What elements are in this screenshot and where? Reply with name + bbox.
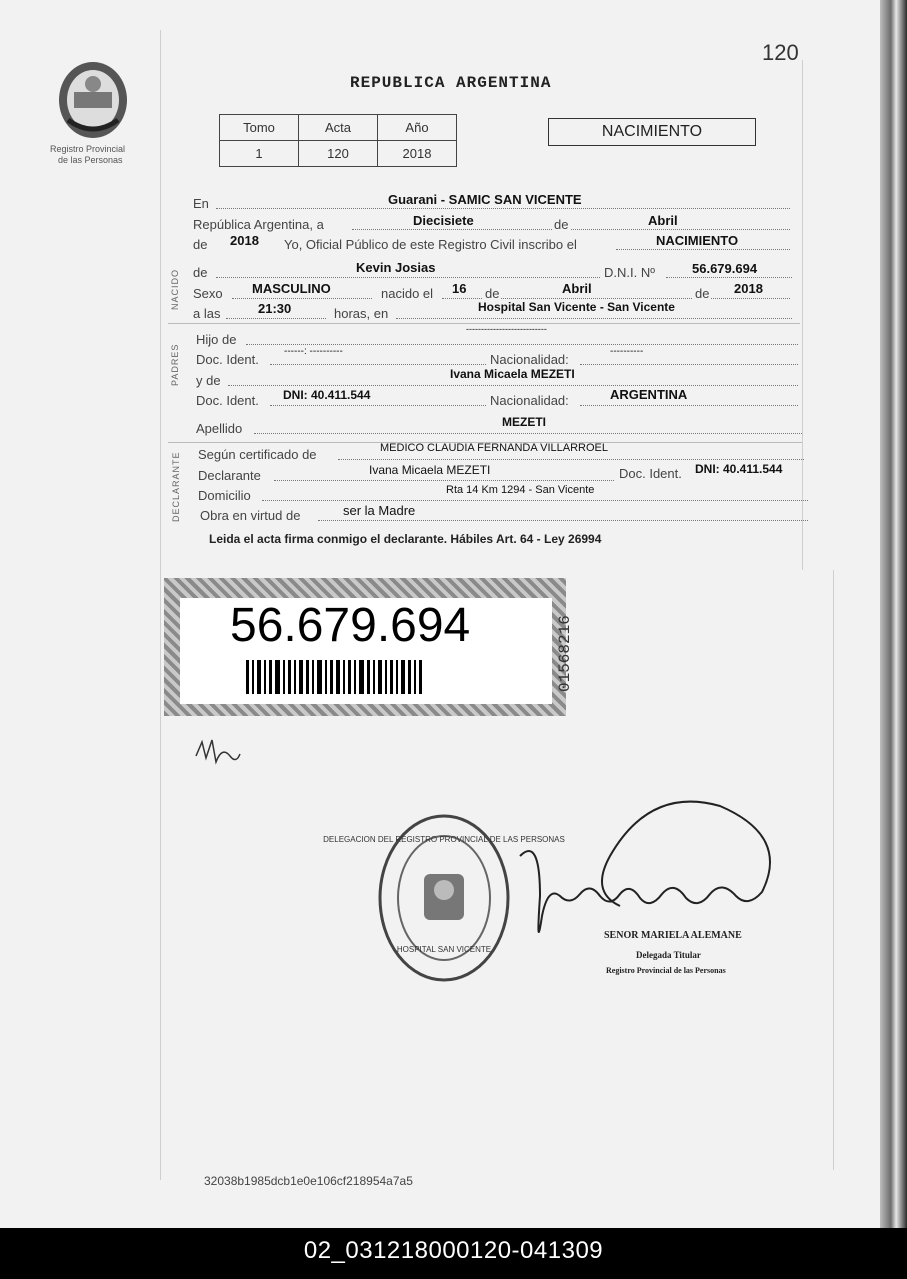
- value-padre-doc: ------: ----------: [284, 346, 343, 357]
- dotted-line: [580, 405, 798, 406]
- sticker-number: 56.679.694: [230, 599, 471, 652]
- page-number: 120: [762, 40, 799, 65]
- value-dia-nac: 16: [452, 281, 467, 296]
- value-declarante: Ivana Micaela MEZETI: [369, 463, 491, 477]
- sticker-serial: 01568216: [556, 615, 574, 692]
- value-padre-nac: ----------: [610, 346, 644, 357]
- label-dni: D.N.I. Nº: [604, 265, 655, 280]
- label-a-las: a las: [193, 306, 221, 321]
- dotted-line: [262, 500, 808, 501]
- signatory-name: SENOR MARIELA ALEMANE: [604, 930, 742, 941]
- record-type-box: NACIMIENTO: [548, 118, 756, 146]
- label-republica: República Argentina, a: [193, 217, 324, 232]
- label-doc-ident-padre: Doc. Ident.: [196, 352, 259, 367]
- value-dni: 56.679.694: [692, 261, 758, 276]
- dotted-line: [616, 249, 790, 250]
- dotted-line: [216, 208, 790, 209]
- country-title: REPUBLICA ARGENTINA: [350, 74, 552, 92]
- registry-value-tomo: 1: [220, 141, 299, 167]
- label-declarante: Declarante: [198, 468, 261, 483]
- left-margin-line: [160, 30, 161, 1180]
- official-stamp-icon: [323, 812, 565, 984]
- registry-header-tomo: Tomo: [220, 115, 299, 141]
- province-seal-icon: [54, 58, 132, 142]
- value-domicilio: Rta 14 Km 1294 - San Vicente: [446, 484, 595, 496]
- dotted-line: [274, 480, 614, 481]
- label-obra: Obra en virtud de: [200, 508, 301, 523]
- label-sexo: Sexo: [193, 286, 223, 301]
- label-nacido-el: nacido el: [381, 286, 434, 301]
- value-sexo: MASCULINO: [252, 281, 331, 296]
- label-domicilio: Domicilio: [198, 488, 251, 503]
- side-label-nacido: NACIDO: [170, 268, 180, 310]
- value-nombre: Kevin Josias: [356, 260, 436, 275]
- label-de-nombre: de: [193, 265, 208, 280]
- value-obra: ser la Madre: [343, 503, 416, 518]
- dotted-line: [232, 298, 372, 299]
- registry-header-anio: Año: [378, 115, 457, 141]
- dotted-line: [270, 364, 486, 365]
- value-declarante-doc: DNI: 40.411.544: [695, 462, 783, 476]
- initials-signature-icon: [192, 736, 244, 772]
- side-label-padres: PADRES: [170, 343, 180, 386]
- label-apellido: Apellido: [196, 421, 243, 436]
- value-madre-doc: DNI: 40.411.544: [283, 388, 371, 402]
- barcode-bars: [246, 660, 486, 694]
- label-de-mes: de: [485, 286, 500, 301]
- label-declarante-doc: Doc. Ident.: [619, 466, 682, 481]
- dotted-line: [352, 229, 790, 230]
- logo-caption-2: de las Personas: [58, 155, 123, 165]
- label-segun: Según certificado de: [198, 447, 317, 462]
- value-madre: Ivana Micaela MEZETI: [450, 367, 575, 381]
- registry-value-anio: 2018: [378, 141, 457, 167]
- value-inscribe: NACIMIENTO: [656, 233, 739, 248]
- logo-caption-1: Registro Provincial: [50, 144, 126, 154]
- value-lugar-nac: Hospital San Vicente - San Vicente: [478, 300, 675, 314]
- value-mes-nac: Abril: [562, 281, 592, 296]
- value-apellido: MEZETI: [502, 415, 546, 429]
- signatory-office: Registro Provincial de las Personas: [606, 966, 726, 975]
- dotted-line: [254, 433, 802, 434]
- value-mes: Abril: [648, 213, 678, 228]
- dotted-line: [270, 405, 486, 406]
- label-doc-ident-madre: Doc. Ident.: [196, 393, 259, 408]
- label-de-anio: de: [695, 286, 710, 301]
- label-de: de: [193, 237, 208, 252]
- dotted-line: [338, 459, 804, 460]
- label-y-de: y de: [196, 373, 221, 388]
- signatory-role: Delegada Titular: [636, 950, 701, 960]
- dotted-line: [246, 344, 798, 345]
- label-nacionalidad-padre: Nacionalidad:: [490, 352, 569, 367]
- label-de: de: [554, 217, 569, 232]
- value-anio: 2018: [230, 233, 259, 248]
- value-anio-nac: 2018: [734, 281, 763, 296]
- label-nacionalidad-madre: Nacionalidad:: [490, 393, 569, 408]
- dotted-line: [228, 385, 798, 386]
- value-hora: 21:30: [258, 301, 292, 316]
- label-oficial: Yo, Oficial Público de este Registro Civil inscribo el: [284, 237, 577, 252]
- dotted-line: [318, 520, 808, 521]
- page-edge: [880, 0, 907, 1228]
- stamp-inner-text: HOSPITAL SAN VICENTE: [396, 945, 492, 954]
- registry-header-acta: Acta: [299, 115, 378, 141]
- stamp-ring-text: DELEGACION DEL REGISTRO PROVINCIAL DE LAS PERSONAS: [323, 835, 565, 844]
- value-certificado: MEDICO CLAUDIA FERNANDA VILLARROEL: [380, 442, 609, 454]
- dotted-line: [226, 318, 326, 319]
- right-margin-line-lower: [833, 570, 834, 1170]
- registry-table: [219, 114, 457, 167]
- dotted-line: [580, 364, 798, 365]
- registry-value-acta: 120: [299, 141, 378, 167]
- right-margin-line: [802, 60, 803, 570]
- dotted-line: [396, 318, 792, 319]
- value-padre: ---------------------------: [466, 324, 547, 334]
- value-dia-letras: Diecisiete: [413, 213, 474, 228]
- dotted-line: [666, 277, 792, 278]
- footer-code: 02_031218000120-041309: [0, 1228, 907, 1279]
- label-en: En: [193, 196, 209, 211]
- label-hijo-de: Hijo de: [196, 332, 237, 347]
- value-lugar: Guarani - SAMIC SAN VICENTE: [388, 192, 582, 207]
- side-label-declarante: DECLARANTE: [171, 451, 181, 522]
- document-hash: 32038b1985dcb1e0e106cf218954a7a5: [204, 1174, 413, 1188]
- value-madre-nac: ARGENTINA: [610, 387, 688, 402]
- dotted-line: [216, 277, 600, 278]
- label-horas-en: horas, en: [334, 306, 389, 321]
- closing-text: Leida el acta firma conmigo el declarante. Hábiles Art. 64 - Ley 26994: [209, 532, 602, 546]
